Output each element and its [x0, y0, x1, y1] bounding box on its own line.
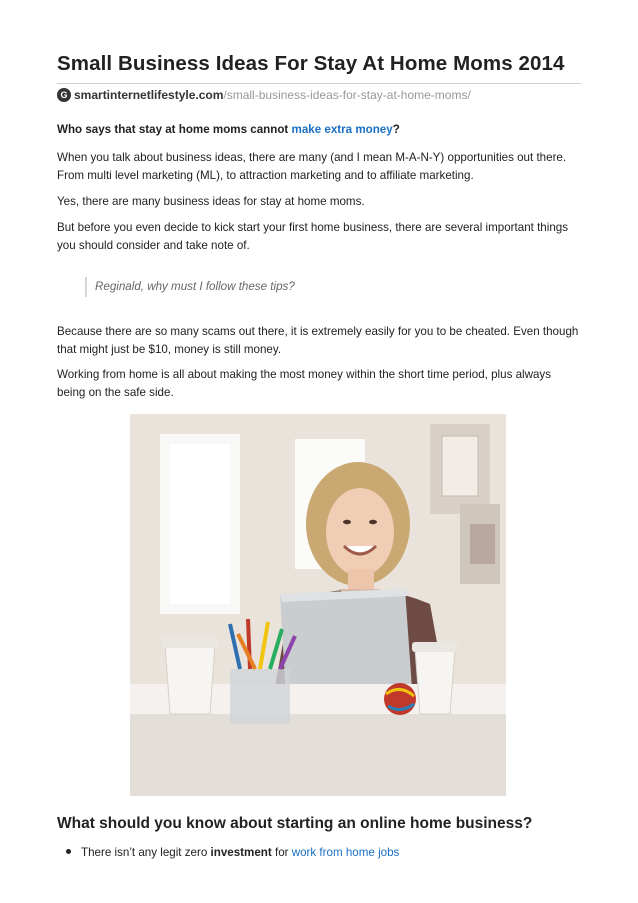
intro-question	[57, 121, 581, 139]
bullet-bold-text: investment	[210, 846, 272, 859]
paragraph: When you talk about business ideas, there are many (and I mean M-A-N-Y) opportunities out there. From multi level marketing (ML), to attraction marketing and to affiliate marketing.	[57, 151, 567, 182]
paragraph: Yes, there are many business ideas for stay at home moms.	[57, 195, 365, 208]
intro-trail: ?	[392, 123, 400, 136]
source-domain-link[interactable]: smartinternetlifestyle.com	[74, 88, 224, 102]
intro-lead: Who says that stay at home moms cannot	[57, 123, 292, 136]
article-photo	[130, 414, 506, 796]
make-extra-money-link[interactable]: make extra money	[291, 123, 393, 136]
paragraph: But before you even decide to kick start your first home business, there are several important things you should consider and take note of.	[57, 221, 569, 252]
work-from-home-jobs-link[interactable]: work from home jobs	[291, 846, 400, 859]
source-path-link[interactable]: /small-business-ideas-for-stay-at-home-moms/	[223, 88, 471, 102]
site-logo-icon: G	[57, 88, 71, 102]
title-divider	[57, 83, 581, 84]
bullet-icon	[66, 849, 71, 854]
blockquote: Reginald, why must I follow these tips?	[85, 277, 295, 297]
woman-at-laptop-photo	[130, 414, 506, 796]
bullet-text: There isn’t any legit zero	[81, 846, 211, 859]
bullet-text: for	[271, 846, 292, 859]
section-heading: What should you know about starting an online home business?	[57, 815, 533, 832]
article-title: Small Business Ideas For Stay At Home Moms 2014	[57, 52, 565, 75]
source-line	[57, 88, 471, 102]
paragraph: Because there are so many scams out there, it is extremely easily for you to be cheated. Even though that might just be $10, money is still money.	[57, 325, 579, 356]
paragraph: Working from home is all about making the most money within the short time period, plus always being on the safe side.	[57, 368, 552, 399]
list-item	[66, 844, 399, 861]
